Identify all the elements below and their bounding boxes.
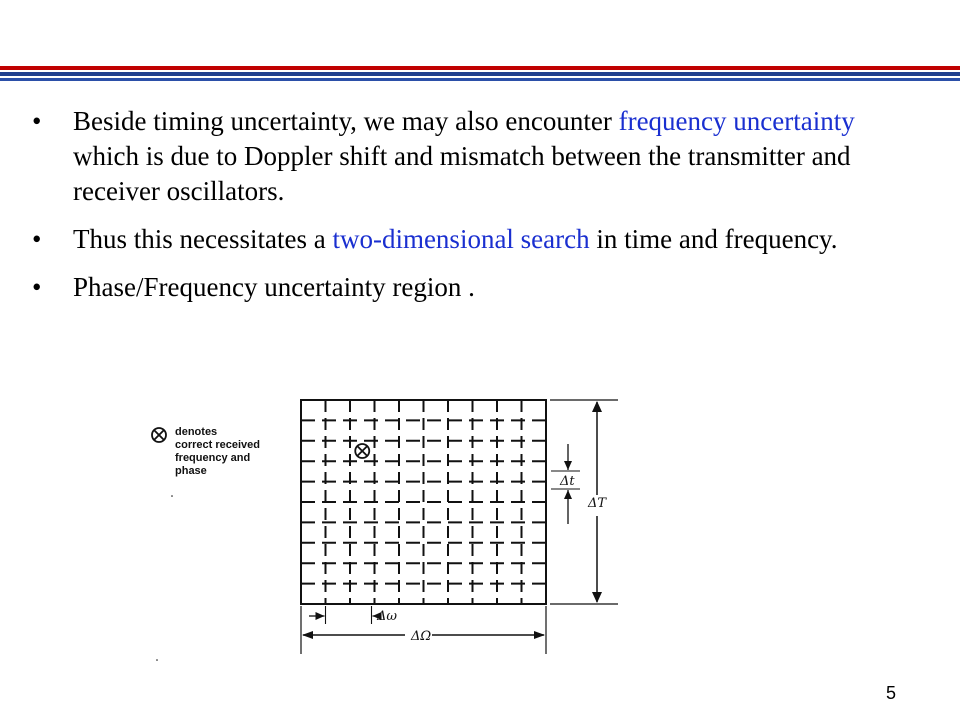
delta-omega-label: Δω (377, 609, 397, 624)
legend-line: frequency and (175, 452, 251, 464)
delta-t-label: Δt (560, 474, 575, 489)
delta-t-arrowhead (564, 490, 572, 499)
delta-Omega-arrowhead (534, 631, 545, 639)
bullet-text: Thus this necessitates a (73, 224, 333, 254)
delta-Omega-arrowhead (302, 631, 313, 639)
bullet-text: which is due to Doppler shift and mismatch between the transmitter and receiver oscillators. (73, 141, 851, 206)
delta-T-label: ΔT (588, 496, 607, 511)
bullet-text: Phase/Frequency uncertainty region . (73, 272, 475, 302)
scan-speck (171, 495, 173, 497)
header-rule (0, 66, 960, 82)
bullet-text: Beside timing uncertainty, we may also encounter (73, 106, 619, 136)
uncertainty-region-figure (148, 392, 628, 667)
delta-omega-arrowhead (316, 612, 325, 620)
header-rule-red (0, 66, 960, 70)
bullet-item (32, 104, 912, 209)
delta-t-arrowhead (564, 461, 572, 470)
bullet-dot: • (32, 272, 42, 302)
delta-T-arrowhead (592, 592, 602, 603)
delta-Omega-label: ΔΩ (411, 629, 432, 644)
bullet-dot: • (32, 106, 42, 136)
bullet-dot: • (32, 224, 42, 254)
header-rule-blue (0, 72, 960, 76)
page-number: 5 (886, 683, 897, 703)
figure-legend (175, 426, 295, 478)
bullet-item (32, 222, 912, 257)
highlighted-term: two-dimensional search (332, 224, 590, 254)
scan-speck (156, 659, 158, 661)
bullet-item (32, 270, 912, 305)
legend-line: denotes (175, 426, 218, 438)
legend-line: correct received (175, 439, 260, 451)
bullet-text: in time and frequency. (589, 224, 838, 254)
bullet-list (32, 104, 912, 318)
delta-T-arrowhead (592, 401, 602, 412)
legend-line: phase (175, 465, 207, 477)
header-rule-blue-lower (0, 78, 960, 81)
highlighted-term: frequency uncertainty (618, 106, 855, 136)
